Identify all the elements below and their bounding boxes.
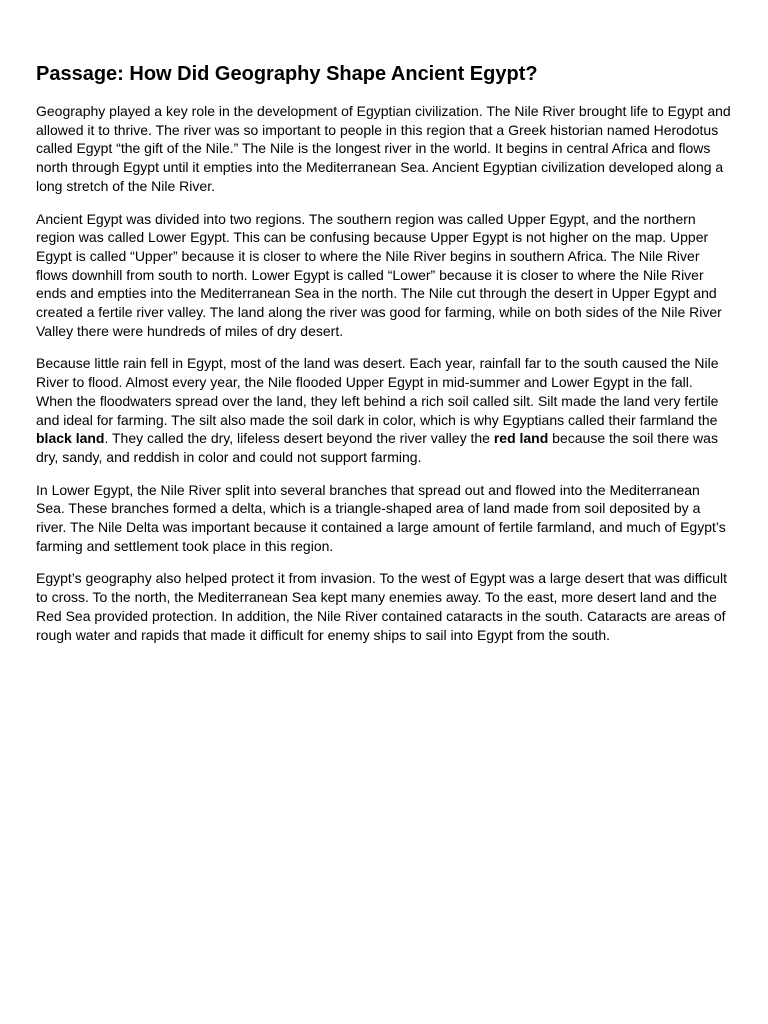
page-title: Passage: How Did Geography Shape Ancient Egypt?	[36, 63, 538, 85]
paragraph-1: Geography played a key role in the development of Egyptian civilization. The Nile River brought life to Egypt and allowed it to thrive. The river was so important to people in this region that a Greek historian named Herodotus called Egypt “the gift of the Nile.” The Nile is the longest river in the world. It begins in central Africa and flows north through Egypt until it empties into the Mediterranean Sea. Ancient Egyptian civilization developed along a long stretch of the Nile River.	[36, 103, 731, 194]
paragraph-3-text-3: because the soil there was dry, sandy, and reddish in color and could not support farming.	[36, 430, 718, 465]
paragraph-5: Egypt’s geography also helped protect it from invasion. To the west of Egypt was a large desert that was difficult to cross. To the north, the Mediterranean Sea kept many enemies away. To the east, more desert land and the Red Sea provided protection. In addition, the Nile River contained cataracts in the south. Cataracts are areas of rough water and rapids that made it difficult for enemy ships to sail into Egypt from the south.	[36, 570, 728, 643]
paragraph-2: Ancient Egypt was divided into two regions. The southern region was called Upper Egypt, and the northern region was called Lower Egypt. This can be confusing because Upper Egypt is not higher on the map. Upper Egypt is called “Upper” because it is closer to where the Nile River begins in southern Africa. The Nile River flows downhill from south to north. Lower Egypt is called “Lower” because it is closer to where the Nile River ends and empties into the Mediterranean Sea in the north. The Nile cut through the desert in Upper Egypt and created a fertile river valley. The land along the river was good for farming, while on both sides of the Nile River Valley there were hundreds of miles of dry desert.	[36, 210, 722, 339]
red-land-term: red land	[493, 430, 549, 447]
paragraph-4: In Lower Egypt, the Nile River split into several branches that spread out and flowed into the Mediterranean Sea. These branches formed a delta, which is a triangle-shaped area of land made from soil deposited by a river. The Nile Delta was important because it contained a large amount of fertile farmland, and much of Egypt’s farming and settlement took place in this region.	[36, 481, 726, 554]
paragraph-3-text-1: Because little rain fell in Egypt, most of the land was desert. Each year, rainfall far to the south caused the Nile River to flood. Almost every year, the Nile flooded Upper Egypt in mid-summer and Lower Egypt in the fall. When the floodwaters spread over the land, they left behind a rich soil called silt. Silt made the land very fertile and ideal for farming. The silt also made the soil dark in color, which is why Egyptians called their farmland the	[36, 355, 719, 428]
black-land-term: black land	[36, 430, 105, 447]
paragraph-3	[36, 354, 732, 466]
paragraph-3-text-2: . They called the dry, lifeless desert beyond the river valley the	[104, 430, 494, 447]
